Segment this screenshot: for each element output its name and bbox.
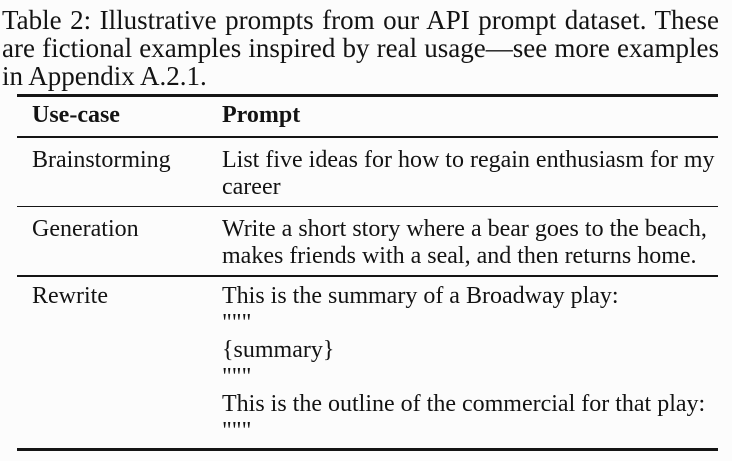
prompt-line-triple-quote: """ (222, 309, 252, 336)
prompt-line-triple-quote: """ (222, 417, 252, 444)
prompt-line: This is the outline of the commercial for that play: (222, 390, 706, 417)
prompt-table (17, 94, 718, 451)
table-header-row (17, 97, 718, 136)
prompt-line: This is the summary of a Broadway play: (222, 282, 619, 309)
use-case-cell: Generation (32, 216, 139, 242)
table-row-generation (17, 207, 718, 275)
table-row-brainstorming (17, 138, 718, 206)
prompt-cell (222, 277, 718, 448)
column-header-use-case: Use-case (32, 101, 120, 128)
table-caption: Table 2: Illustrative prompts from our API prompt dataset. These are fictional examples inspired by real usage—see more examples in Appendix A.2.1. (2, 5, 719, 91)
use-case-cell: Rewrite (32, 282, 108, 309)
column-header-prompt: Prompt (222, 101, 301, 128)
table-row-rewrite (17, 277, 718, 448)
prompt-cell: Write a short story where a bear goes to the beach, makes friends with a seal, and then returns home. (222, 216, 707, 269)
table-bottom-rule (17, 448, 718, 451)
prompt-line-triple-quote: """ (222, 363, 252, 390)
prompt-line-summary-placeholder: {summary} (222, 336, 335, 363)
prompt-cell: List five ideas for how to regain enthusiasm for my career (222, 146, 715, 200)
use-case-cell: Brainstorming (32, 146, 171, 173)
